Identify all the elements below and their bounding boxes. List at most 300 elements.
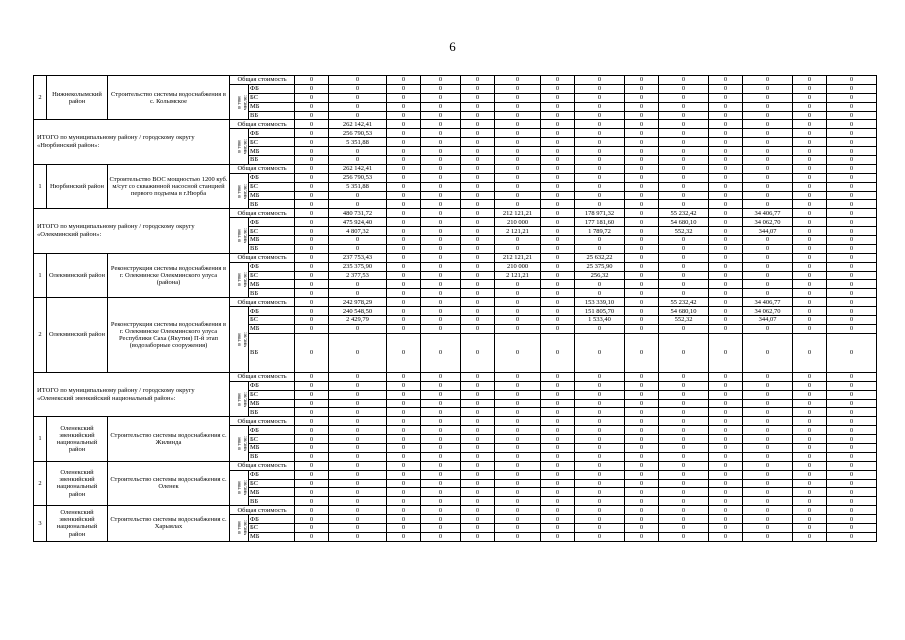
value-cell: 0 [625,515,659,524]
value-cell: 0 [461,138,495,147]
value-cell: 0 [793,333,827,372]
total-title: ИТОГО по муниципальному району / городскому округу «Оленекский эвенкийский национальный район»: [34,372,230,416]
split-label-text: в том числе: [236,183,248,199]
value-cell: 0 [575,497,625,506]
value-cell: 0 [295,129,329,138]
value-cell: 0 [421,209,461,218]
value-cell: 0 [827,479,877,488]
value-cell: 0 [461,227,495,236]
value-cell: 0 [387,218,421,227]
value-cell: 0 [495,200,541,209]
value-cell: 0 [295,200,329,209]
value-cell: 0 [329,497,387,506]
value-cell: 0 [421,102,461,111]
value-cell: 0 [541,84,575,93]
value-cell: 0 [575,280,625,289]
value-cell: 0 [461,236,495,245]
value-cell: 5 351,88 [329,138,387,147]
value-cell: 0 [541,479,575,488]
value-cell: 0 [575,111,625,120]
value-cell: 0 [575,191,625,200]
value-cell: 0 [295,479,329,488]
value-cell: 0 [625,532,659,541]
value-cell: 0 [709,84,743,93]
value-cell: 0 [461,488,495,497]
value-cell: 0 [743,324,793,333]
value-cell: 0 [793,138,827,147]
value-cell: 5 351,88 [329,182,387,191]
split-label-text: в том числе: [236,436,248,451]
value-cell: 0 [387,399,421,408]
value-cell: 0 [659,452,709,461]
value-cell: 0 [743,452,793,461]
value-cell: 0 [827,532,877,541]
value-cell: 0 [387,461,421,470]
value-cell: 0 [659,497,709,506]
value-cell: 235 375,90 [329,262,387,271]
value-cell: 34 062,70 [743,307,793,316]
value-cell: 0 [295,227,329,236]
value-cell: 0 [541,452,575,461]
value-cell: 0 [625,506,659,515]
value-cell: 178 971,32 [575,209,625,218]
value-cell: 0 [793,461,827,470]
value-cell: 0 [461,102,495,111]
value-cell: 0 [827,390,877,399]
value-cell: 0 [421,253,461,262]
value-cell: 1 533,40 [575,316,625,325]
value-cell: 0 [793,76,827,85]
value-cell: 0 [743,461,793,470]
split-label [230,470,249,506]
value-cell: 0 [421,488,461,497]
value-cell: 0 [541,164,575,173]
value-cell: 0 [625,164,659,173]
value-cell: 0 [495,390,541,399]
total-title: ИТОГО по муниципальному району / городскому округу «Нюрбинский район»: [34,120,230,164]
value-cell: 0 [541,280,575,289]
value-cell: 0 [793,84,827,93]
funding-type: БС [249,271,295,280]
value-cell: 0 [541,515,575,524]
value-cell: 0 [495,324,541,333]
total-label: Общая стоимость [230,164,295,173]
value-cell: 0 [625,497,659,506]
value-cell: 0 [461,120,495,129]
split-label [230,218,249,254]
value-cell: 0 [709,253,743,262]
value-cell: 0 [295,93,329,102]
value-cell: 0 [329,372,387,381]
value-cell: 0 [295,102,329,111]
value-cell: 0 [827,227,877,236]
split-label-text: в том числе: [236,332,248,347]
value-cell: 0 [541,227,575,236]
value-cell: 0 [329,399,387,408]
split-label [230,84,249,120]
value-cell: 0 [421,470,461,479]
funding-type: ВБ [249,200,295,209]
value-cell: 0 [421,289,461,298]
value-cell: 0 [295,262,329,271]
value-cell: 0 [709,227,743,236]
value-cell: 55 232,42 [659,209,709,218]
value-cell: 0 [709,280,743,289]
value-cell: 0 [709,244,743,253]
value-cell: 0 [709,120,743,129]
value-cell: 0 [827,164,877,173]
value-cell: 0 [421,280,461,289]
value-cell: 0 [625,138,659,147]
funding-type: БС [249,227,295,236]
value-cell: 0 [329,506,387,515]
value-cell: 0 [461,426,495,435]
value-cell: 0 [709,506,743,515]
value-cell: 0 [461,316,495,325]
value-cell: 0 [329,523,387,532]
value-cell: 0 [793,435,827,444]
value-cell: 0 [575,324,625,333]
value-cell: 0 [541,381,575,390]
value-cell: 0 [793,426,827,435]
value-cell: 0 [461,408,495,417]
value-cell: 0 [827,452,877,461]
value-cell: 0 [709,298,743,307]
value-cell: 0 [659,147,709,156]
value-cell: 0 [743,408,793,417]
value-cell: 0 [421,156,461,165]
funding-type: МБ [249,532,295,541]
value-cell: 0 [793,147,827,156]
value-cell: 0 [387,253,421,262]
value-cell: 0 [827,76,877,85]
value-cell: 0 [743,523,793,532]
value-cell: 0 [387,173,421,182]
value-cell: 0 [743,271,793,280]
funding-type: ФБ [249,173,295,182]
value-cell: 0 [295,111,329,120]
value-cell: 177 181,60 [575,218,625,227]
row-number: 3 [34,506,47,542]
value-cell: 0 [659,182,709,191]
value-cell: 256 790,53 [329,173,387,182]
value-cell: 0 [461,271,495,280]
value-cell: 0 [793,523,827,532]
project-name: Строительство системы водоснабжения с. Оленек [108,461,230,505]
value-cell: 0 [827,381,877,390]
value-cell: 0 [387,381,421,390]
value-cell: 0 [541,399,575,408]
value-cell: 0 [541,497,575,506]
value-cell: 0 [541,76,575,85]
value-cell: 0 [295,173,329,182]
value-cell: 0 [793,452,827,461]
table-row [34,209,877,218]
value-cell: 0 [329,390,387,399]
value-cell: 0 [421,218,461,227]
value-cell: 0 [387,497,421,506]
split-label [230,515,249,542]
value-cell: 0 [625,280,659,289]
value-cell: 0 [387,316,421,325]
funding-type: БС [249,316,295,325]
value-cell: 0 [461,532,495,541]
value-cell: 0 [495,236,541,245]
value-cell: 0 [461,218,495,227]
value-cell: 0 [295,84,329,93]
value-cell: 0 [827,120,877,129]
value-cell: 0 [541,523,575,532]
value-cell: 0 [387,488,421,497]
value-cell: 0 [461,417,495,426]
value-cell: 0 [709,138,743,147]
value-cell: 0 [659,372,709,381]
value-cell: 0 [625,111,659,120]
total-label: Общая стоимость [230,120,295,129]
value-cell: 256 790,53 [329,129,387,138]
value-cell: 0 [709,182,743,191]
value-cell: 0 [541,408,575,417]
value-cell: 0 [495,289,541,298]
value-cell: 0 [421,111,461,120]
value-cell: 0 [659,479,709,488]
value-cell: 0 [743,84,793,93]
district-name: Олекминский район [47,253,108,297]
funding-type: ВБ [249,289,295,298]
value-cell: 0 [295,182,329,191]
value-cell: 0 [541,236,575,245]
value-cell: 0 [495,333,541,372]
value-cell: 0 [387,227,421,236]
total-label: Общая стоимость [230,209,295,218]
value-cell: 0 [793,532,827,541]
value-cell: 0 [421,200,461,209]
row-number: 2 [34,76,47,120]
value-cell: 0 [575,372,625,381]
value-cell: 0 [495,156,541,165]
value-cell: 0 [659,390,709,399]
value-cell: 0 [421,461,461,470]
value-cell: 0 [793,156,827,165]
value-cell: 0 [495,372,541,381]
value-cell: 0 [659,253,709,262]
value-cell: 0 [575,182,625,191]
district-name: Олекминский район [47,298,108,373]
value-cell: 0 [541,298,575,307]
value-cell: 0 [495,76,541,85]
total-label: Общая стоимость [230,372,295,381]
value-cell: 0 [295,271,329,280]
value-cell: 0 [421,452,461,461]
value-cell: 0 [575,532,625,541]
value-cell: 0 [541,506,575,515]
value-cell: 0 [793,289,827,298]
value-cell: 0 [421,497,461,506]
value-cell: 0 [743,532,793,541]
value-cell: 0 [461,523,495,532]
value-cell: 2 429,79 [329,316,387,325]
value-cell: 0 [387,236,421,245]
value-cell: 0 [827,408,877,417]
value-cell: 0 [329,333,387,372]
value-cell: 0 [625,84,659,93]
value-cell: 0 [793,93,827,102]
value-cell: 0 [329,200,387,209]
value-cell: 0 [387,417,421,426]
value-cell: 0 [575,470,625,479]
funding-type: БС [249,93,295,102]
value-cell: 0 [329,417,387,426]
value-cell: 0 [495,408,541,417]
value-cell: 0 [329,470,387,479]
funding-type: МБ [249,488,295,497]
value-cell: 0 [495,506,541,515]
district-name: Нюрбинский район [47,164,108,208]
budget-table [33,75,877,542]
value-cell: 0 [793,515,827,524]
value-cell: 0 [659,93,709,102]
value-cell: 0 [421,120,461,129]
value-cell: 0 [659,426,709,435]
value-cell: 0 [421,324,461,333]
value-cell: 0 [329,435,387,444]
funding-type: ВБ [249,452,295,461]
value-cell: 0 [541,138,575,147]
value-cell: 262 142,41 [329,120,387,129]
value-cell: 0 [541,532,575,541]
value-cell: 237 753,43 [329,253,387,262]
value-cell: 0 [827,324,877,333]
value-cell: 0 [295,443,329,452]
table-row [34,417,877,426]
value-cell: 0 [461,182,495,191]
value-cell: 0 [495,138,541,147]
value-cell: 0 [659,435,709,444]
value-cell: 0 [827,399,877,408]
value-cell: 0 [461,479,495,488]
value-cell: 0 [575,129,625,138]
value-cell: 0 [659,523,709,532]
value-cell: 0 [421,443,461,452]
funding-type: ФБ [249,218,295,227]
value-cell: 0 [575,147,625,156]
district-name: Оленекский эвенкийский национальный район [47,506,108,542]
total-label: Общая стоимость [230,253,295,262]
value-cell: 0 [295,316,329,325]
value-cell: 0 [793,227,827,236]
value-cell: 0 [461,461,495,470]
table-row [34,461,877,470]
value-cell: 0 [827,182,877,191]
value-cell: 0 [461,191,495,200]
value-cell: 0 [461,253,495,262]
value-cell: 0 [461,307,495,316]
value-cell: 0 [659,129,709,138]
value-cell: 0 [295,289,329,298]
value-cell: 0 [827,435,877,444]
funding-type: ФБ [249,129,295,138]
value-cell: 0 [625,488,659,497]
value-cell: 0 [793,408,827,417]
value-cell: 0 [461,147,495,156]
value-cell: 240 548,50 [329,307,387,316]
value-cell: 0 [709,316,743,325]
funding-type: ФБ [249,307,295,316]
value-cell: 0 [387,426,421,435]
value-cell: 0 [387,200,421,209]
value-cell: 0 [387,506,421,515]
value-cell: 0 [743,515,793,524]
value-cell: 0 [743,280,793,289]
row-number: 1 [34,253,47,297]
value-cell: 0 [495,307,541,316]
value-cell: 0 [541,93,575,102]
value-cell: 0 [659,191,709,200]
value-cell: 0 [387,182,421,191]
value-cell: 0 [625,324,659,333]
value-cell: 0 [625,93,659,102]
split-label [230,426,249,462]
value-cell: 0 [709,399,743,408]
value-cell: 0 [295,209,329,218]
value-cell: 0 [461,280,495,289]
value-cell: 0 [495,84,541,93]
value-cell: 0 [575,399,625,408]
value-cell: 0 [295,390,329,399]
value-cell: 0 [421,408,461,417]
value-cell: 0 [743,244,793,253]
value-cell: 0 [387,324,421,333]
value-cell: 256,32 [575,271,625,280]
row-number: 1 [34,417,47,461]
value-cell: 210 000 [495,218,541,227]
value-cell: 0 [461,289,495,298]
value-cell: 0 [295,372,329,381]
value-cell: 0 [495,532,541,541]
table-row [34,298,877,307]
value-cell: 0 [625,218,659,227]
value-cell: 0 [743,372,793,381]
funding-type: ВБ [249,111,295,120]
value-cell: 0 [625,173,659,182]
value-cell: 0 [387,209,421,218]
table-row [34,120,877,129]
value-cell: 0 [793,488,827,497]
value-cell: 0 [387,271,421,280]
value-cell: 0 [495,93,541,102]
value-cell: 0 [541,470,575,479]
value-cell: 0 [495,488,541,497]
value-cell: 0 [295,470,329,479]
value-cell: 0 [827,333,877,372]
value-cell: 0 [709,324,743,333]
value-cell: 0 [541,271,575,280]
value-cell: 0 [421,191,461,200]
value-cell: 0 [659,461,709,470]
value-cell: 0 [387,523,421,532]
value-cell: 0 [827,191,877,200]
value-cell: 0 [495,147,541,156]
value-cell: 0 [659,280,709,289]
value-cell: 0 [625,408,659,417]
value-cell: 0 [461,452,495,461]
total-label: Общая стоимость [230,298,295,307]
value-cell: 0 [461,156,495,165]
value-cell: 0 [541,218,575,227]
value-cell: 0 [295,523,329,532]
funding-type: ФБ [249,515,295,524]
value-cell: 0 [575,452,625,461]
